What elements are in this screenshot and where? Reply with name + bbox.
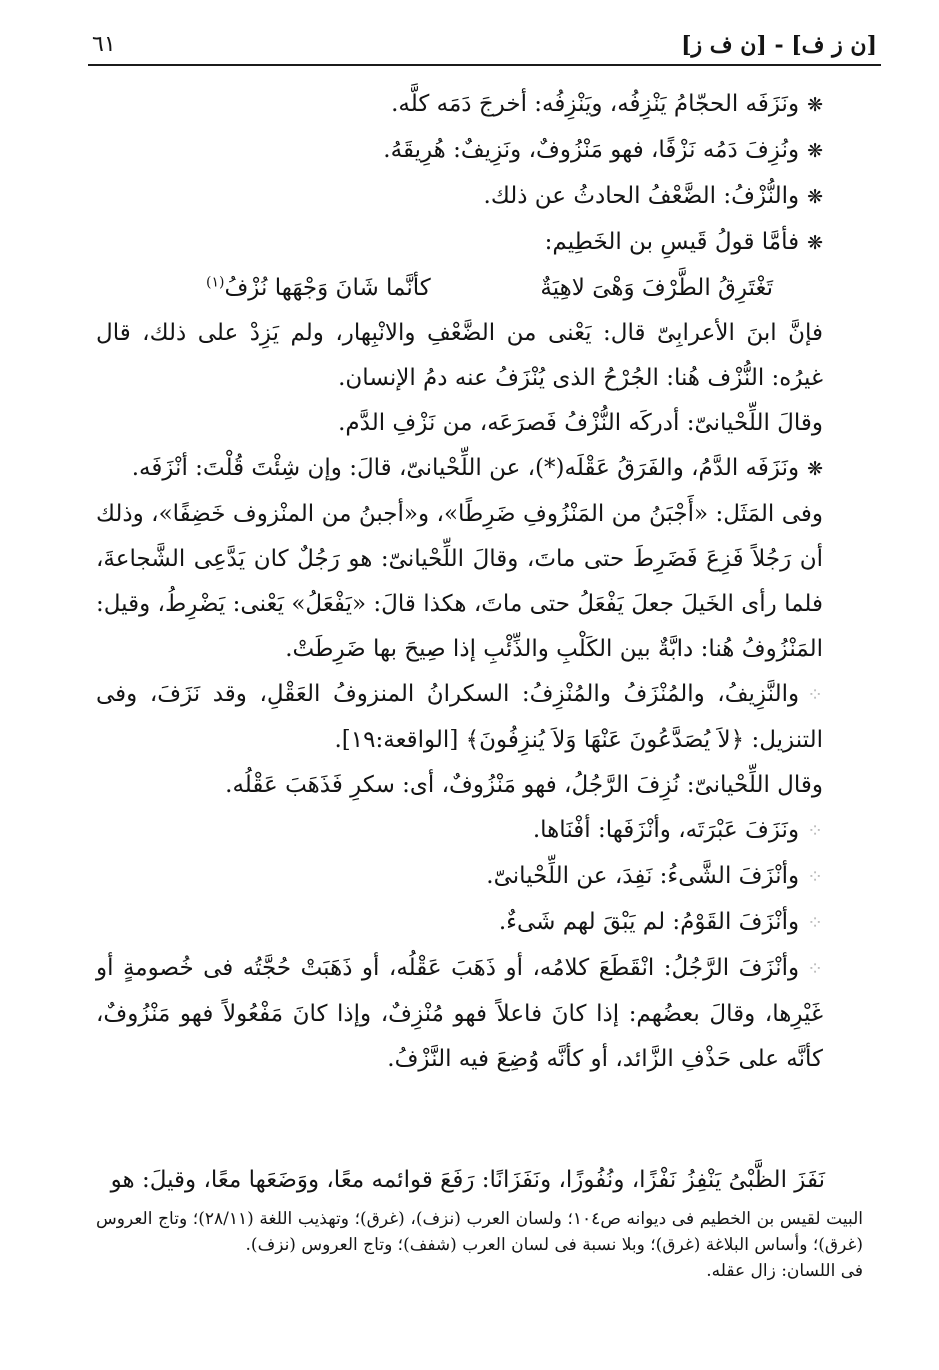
entry-paragraph: فإنَّ ابنَ الأعرابِىّ قال: يَعْنى من الضَّعْفِ والانْبِهار، ولم يَزِدْ على ذلك، قال غيرُه: النُّزْف هُنا: الجُرْحُ الذى يُنْزَفُ عنه دمُ الإنسان. (96, 320, 823, 391)
entry-paragraph (96, 808, 863, 854)
entry-paragraph (96, 672, 863, 763)
paragraph-text: وأنْزَفَ القَوْمُ: لم يَبْقَ لهم شَىءٌ. (498, 909, 800, 935)
footnote-reference: (١) (206, 274, 225, 291)
paragraph-text: والنَّزِيفُ، والمُنْزَفُ والمُنْزِفُ: السكرانُ المنزوفُ العَقْلِ، وقد نَزَفَ، وفى التنزيل: ﴿لاَ يُصَدَّعُونَ عَنْهَا وَلاَ يُنزِفُونَ﴾ [الواقعة:١٩]. (96, 681, 823, 753)
entry-paragraph (96, 446, 863, 492)
next-entry-line: نَفَزَ الظَّبْىُ يَنْفِزُ نَفْزًا، ونُفُوزًا، ونَفَزَانًا: رَفَعَ قوائمه معًا، ووَضَعَها معًا، وقيلَ: هو (110, 1167, 825, 1193)
running-head (88, 26, 881, 66)
faint-star-marker-icon: ⁘ (807, 958, 823, 980)
entry-paragraph: وقال اللِّحْيانىّ: نُزِفَ الرَّجُلُ، فهو مَنْزُوفٌ، أى: سكرِ فَذَهَبَ عَقْلُه. (225, 772, 823, 798)
paragraph-text: وأنْزَفَ الشَّىءُ: نَفِدَ، عن اللِّحْيانىّ. (486, 863, 800, 889)
star-marker-icon: ❋ (807, 186, 823, 208)
star-marker-icon: ❋ (807, 140, 823, 162)
paragraph-text: ونَزَفَه الدَّمُ، والفَرَقُ عَقْلَه(*)، عن اللِّحْيانىّ، قالَ: وإن شِئْتَ قُلْتَ: أنْزَفَه. (131, 455, 800, 481)
entry-paragraph (96, 900, 863, 946)
entry-body (96, 82, 863, 1082)
paragraph-text: والنُّزْفُ: الضَّعْفُ الحادثُ عن ذلك. (483, 183, 800, 209)
page-number: ٦١ (92, 32, 116, 57)
star-marker-icon: ❋ (807, 94, 823, 116)
entry-paragraph (96, 220, 863, 266)
paragraph-text: وأنْزَفَ الرَّجُلُ: انْقَطَعَ كلامُه، أو ذَهَبَ عَقْلُه، أو ذَهَبَتْ حُجَّتُه فى خُصومةٍ أو غَيْرِها، وقالَ بعضُهم: إذا كانَ فاعلاً فهو مُنْزِفٌ، وإذا كانَ مَفْعُولاً فهو مَنْزُوفٌ، كأنَّه على حَذْفِ الزَّائد، أو كأنَّه وُضِعَ فيه النَّزْفُ. (96, 955, 823, 1072)
star-marker-icon: ❋ (807, 458, 823, 480)
entry-paragraph: وفى المَثَل: «أَجْبَنُ من المَنْزُوفِ ضَرِطًا»، و«أجبنُ من المنْزوف خَضِفًا»، وذلك أن رَجُلاً فَزِعَ فَضَرِطَ حتى ماتَ، وقالَ اللِّحْيانىّ: هو رَجُلٌ كان يَدَّعِى الشَّجاعةَ، فلما رأى الخَيلَ جعلَ يَفْعَلُ حتى ماتَ، هكذا قالَ: «يَفْعَلُ» يَعْنى: يَضْرِطُ، وقيل: المَنْزُوفُ هُنا: دابَّةٌ بين الكَلْبِ والذِّئْبِ إذا صِيحَ بها ضَرِطَتْ. (96, 501, 823, 662)
footnote-2: فى اللسان: زال عقله. (706, 1261, 863, 1281)
entry-paragraph (96, 854, 863, 900)
poetry-verse (96, 266, 863, 311)
entry-paragraph (96, 174, 863, 220)
faint-star-marker-icon: ⁘ (807, 912, 823, 934)
paragraph-text: ونَزَفَ عَبْرَتَه، وأنْزَفَها: أفْنَاها. (532, 817, 800, 843)
faint-star-marker-icon: ⁘ (807, 684, 823, 706)
faint-star-marker-icon: ⁘ (807, 866, 823, 888)
verse-first-hemistich: تَغْتَرِقُ الطَّرْفَ وَهْىَ لاهِيَةٌ (540, 275, 773, 301)
verse-second-hemistich: كأنَّما شَانَ وَجْهَها نُزْفُ$^{(١)}$ (206, 274, 431, 301)
paragraph-text: فأمَّا قولُ قَيسِ بن الخَطِيم: (544, 229, 800, 255)
entry-paragraph (96, 128, 863, 174)
footnote-1: البيت لقيس بن الخطيم فى ديوانه ص١٠٤؛ ولسان العرب (نزف)، (غرق)؛ وتهذيب اللغة (٢٨/١١)؛ وتاج العروس (غرق)؛ وأساس البلاغة (غرق)؛ وبلا نسبة فى لسان العرب (شفف)؛ وتاج العروس (نزف). (96, 1209, 864, 1255)
entry-paragraph (96, 82, 863, 128)
faint-star-marker-icon: ⁘ (807, 820, 823, 842)
entry-paragraph: وقالَ اللِّحْيانىّ: أدركَه النُّزْفُ فَصرَعَه، من نَزْفِ الدَّم. (338, 410, 823, 436)
paragraph-text: ونَزَفَه الحجّامُ يَنْزِفُه، ويَنْزِفُه: أخرجَ دَمَه كلَّه. (391, 91, 800, 117)
paragraph-text: ونُزِفَ دَمُه نَزْفًا، فهو مَنْزُوفٌ، ونَزِيفٌ: هُرِيقَهُ. (383, 137, 800, 163)
footnotes-area (96, 1160, 863, 1284)
running-head-title: [ن ز ف] - [ن ف ز] (681, 32, 877, 58)
star-marker-icon: ❋ (807, 232, 823, 254)
entry-paragraph (96, 946, 863, 1082)
